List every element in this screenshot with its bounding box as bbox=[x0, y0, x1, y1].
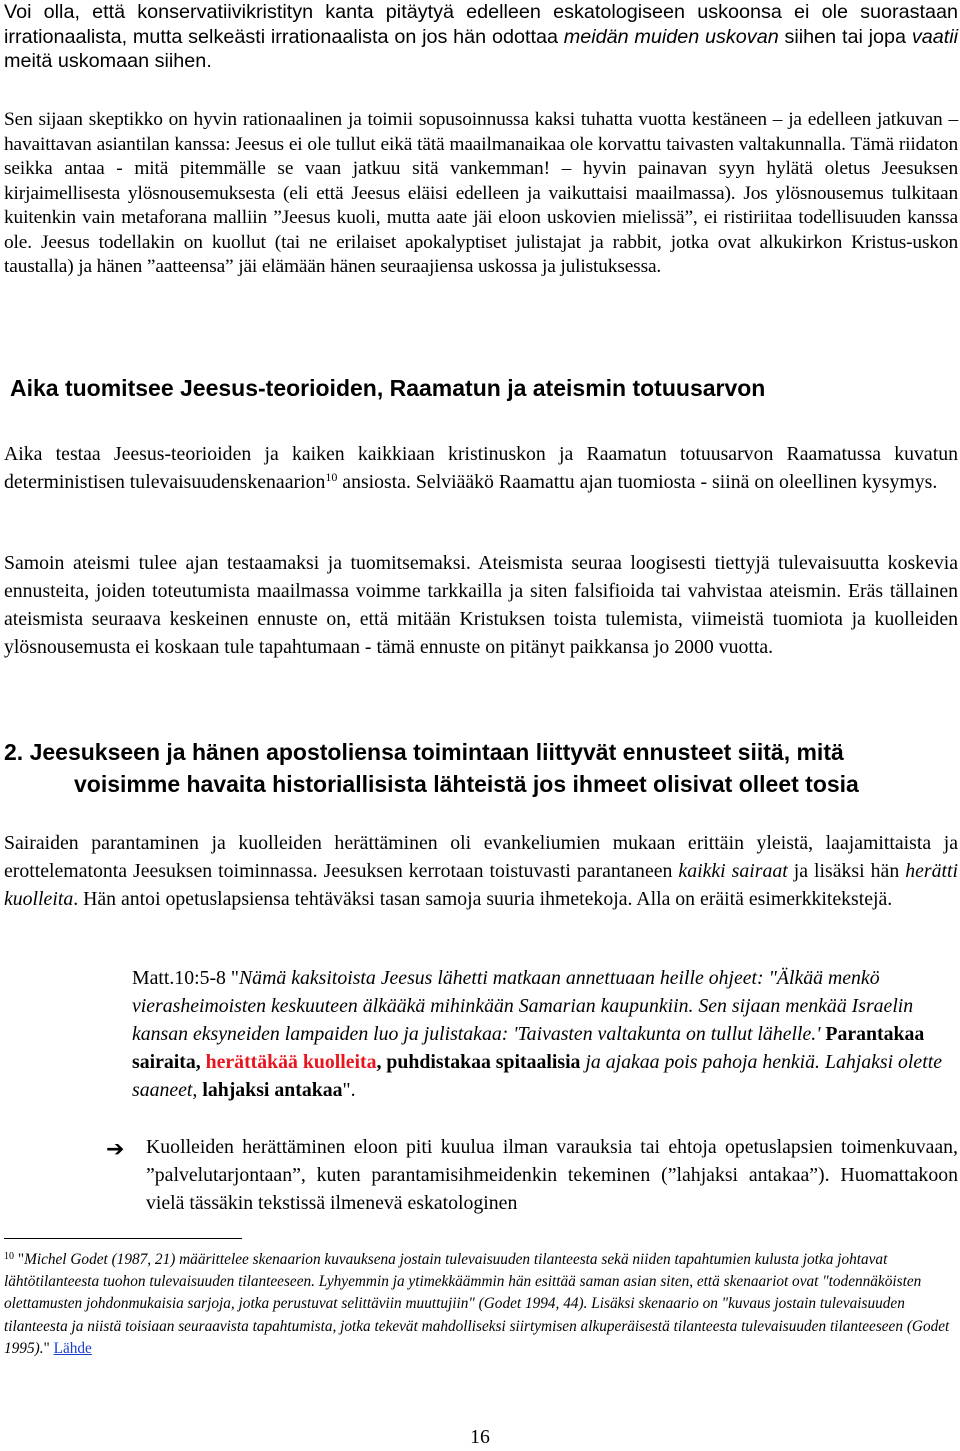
footnote-reference[interactable]: 10 bbox=[325, 470, 338, 484]
page-number: 16 bbox=[470, 1426, 490, 1448]
paragraph-atheism: Samoin ateismi tulee ajan testaamaksi ja tuomitsemaksi. Ateismista seuraa loogisesti tiettyjä tulevaisuutta koskevia ennusteita, joiden toteutumista maailmassa voimme tarkkailla ja siten falsifioida tai vahvistaa ateismin. Eräs tällainen ateismista seuraava keskeinen ennuste on, että mitään Kristuksen toista tulemista, viimeistä tuomiota ja kuolleiden ylösnousemusta ei koskaan tule tapahtumaan - tämä ennuste on pitänyt paikkansa jo 2000 vuotta. bbox=[4, 552, 958, 658]
footnote-separator bbox=[4, 1238, 242, 1239]
paragraph-healing: Sairaiden parantaminen ja kuolleiden herättäminen oli evankeliumien mukaan erittäin yleistä, laajamittaista ja erottelematonta Jeesuksen toiminnassa. Jeesuksen kerrotaan toistuvasti parantaneen kaikki sairaat ja lisäksi hän herätti kuolleita. Hän antoi opetuslapsiensa tehtäväksi tasan samoja suuria ihmetekoja. Alla on eräitä esimerkkitekstejä. bbox=[4, 832, 958, 910]
source-link[interactable]: Lähde bbox=[53, 1339, 92, 1357]
arrow-right-icon: ➔ bbox=[106, 1136, 125, 1161]
footnote-10: $^{10}$ "Michel Godet (1987, 21) määrittelee skenaarion kuvauksena jostain tulevaisuuden tilanteesta sekä niiden tapahtumien kulusta jotka johtavat lähtötilanteesta tuohon tulevaisuuden tilanteeseen. Lyhyemmin ja ytimekkäämmin hän esittää saman asian siten, että skenaariot ovat "todennäköisten olettamusten johdonmukaisia sarjoja, jotka perustuvat selittäviin muuttujiin" (Godet 1994, 44). Lisäksi skenaario on "kuvaus jostain tulevaisuuden tilanteesta ja niistä toisiaan seuraavista tapahtumista, jotka tekevät mahdolliseksi siirtymisen alkuperäisestä tilanteesta tulevaisuuden tilanteeseen (Godet 1995)." Lähde bbox=[4, 1251, 950, 1357]
paragraph-time-tests: Aika testaa Jeesus-teorioiden ja kaiken kaikkiaan kristinuskon ja Raamatun totuusarvon Raamatussa kuvatun deterministisen tulevaisuudenskenaarion$^{10}$ ansiosta. Selviääkö Raamattu ajan tuomiosta - siinä on oleellinen kysymys. bbox=[4, 443, 958, 493]
bullet-text-raising-dead: Kuolleiden herättäminen eloon piti kuulua ilman varauksia tai ehtoja opetuslapsien toimenkuvaan, ”palvelutarjontaan”, kuten parantamisihmeidenkin tekeminen (”lahjaksi antakaa”). Huomattakoon vielä tässäkin tekstissä ilmenevä eskatologinen bbox=[146, 1136, 958, 1214]
section-heading-time-judges: Aika tuomitsee Jeesus-teorioiden, Raamatun ja ateismin totuusarvon bbox=[10, 375, 766, 401]
bible-quote-matthew: Matt.10:5-8 "Nämä kaksitoista Jeesus lähetti matkaan annettuaan heille ohjeet: "Älkää menkö vierasheimoisten keskuuteen älkääkä mihinkään Samarian kaupunkiin. Sen sijaan menkää Israelin kansan eksyneiden lampaiden luo ja julistakaa: 'Taivasten valtakunta on tullut lähelle.' Parantakaa sairaita, herättäkää kuolleita, puhdistakaa spitaalisia ja ajakaa pois pahoja henkiä. Lahjaksi olette saaneet, lahjaksi antakaa". bbox=[132, 967, 942, 1101]
highlight-raise-dead: herättäkää kuolleita bbox=[205, 1051, 377, 1073]
section-heading-predictions: 2. Jeesukseen ja hänen apostoliensa toimintaan liittyvät ennusteet siitä, mitä voisimme havaita historiallisista lähteistä jos ihmeet olisivat olleet tosia bbox=[4, 739, 859, 797]
paragraph-intro: Voi olla, että konservatiivikristityn kanta pitäytyä edelleen eskatologiseen uskoonsa ei ole suorastaan irrationaalista, mutta selkeästi irrationaalista on jos hän odottaa meidän muiden uskovan siihen tai jopa vaatii meitä uskomaan siihen. bbox=[4, 1, 958, 72]
paragraph-skeptic: Sen sijaan skeptikko on hyvin rationaalinen ja toimii sopusoinnussa kaksi tuhatta vuotta kestäneen – ja edelleen jatkuvan – havaittavan asiantilan kanssa: Jeesus ei ole tullut eikä tätä maailmanaikaa ole korvattu taivasten valtakunnalla. Tämä riidaton seikka antaa - mitä pitemmälle se vaan jatkuu sitä vankemman! – hyvin painavan syyn hylätä oletus Jeesuksen kirjaimellisesta ylösnousemuksesta (eli että Jeesus eläisi edelleen ja vaikuttaisi maailmassa). Jos ylösnousemus tulkitaan kuitenkin vain metaforana malliin ”Jeesus kuoli, mutta aate jäi eloon uskovien mielissä”, ei ristiriitaa todellisuuden kanssa ole. Jeesus todellakin on kuollut (tai ne erilaiset apokalyptiset julistajat ja rabbit, jotka ovat alkukirkon Kristus-uskon taustalla) ja hänen ”aatteensa” jäi elämään hänen seuraajiensa uskossa ja julistuksessa. bbox=[4, 109, 958, 277]
